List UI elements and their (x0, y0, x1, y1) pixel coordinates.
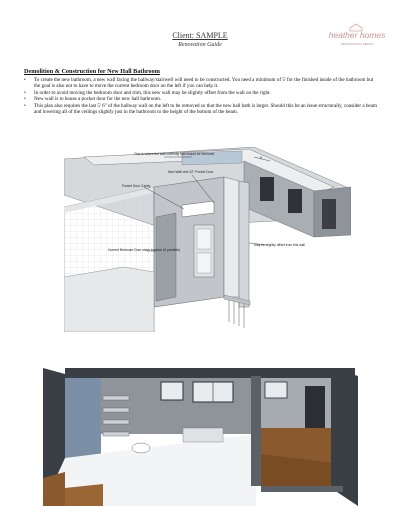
document-subtitle: Renovation Guide (178, 42, 222, 48)
list-item-text: New wall is to house a pocket door for the new hall bathroom. (34, 96, 162, 103)
interior-rendering (43, 368, 358, 506)
note-pocket-cavity: Pocket Door Cavity (122, 184, 151, 188)
note-offset-wall: May be slightly offset from this wall (254, 243, 305, 247)
logo-tagline: RENOVATIONS & DESIGN (341, 43, 373, 46)
list-item: • To create the new bathroom, a new wall facing the hallway/stairwell will need to be constructed. You need a minimum of 5' for the finished inside of the bathroom but the goal is also not to have to move the current bedroom door on the left if you can help it. (24, 77, 374, 90)
note-new-wall: New Wall with 32" Pocket Door (168, 170, 214, 174)
isometric-rendering (64, 147, 351, 332)
note-bedroom-door: Current Bedroom Door stays in place (if possible) (108, 248, 181, 252)
list-item: • This plan also requires the last 5' 6" of the hallway wall on the left to be removed so that the new hall bath is larger. Should this be an issue structurally, consider a beam and lowering all of the ceilings slightly just in the bathroom to the height of the bottom of the beam. (24, 102, 377, 116)
note-wall-removed: This is where the wall currently has should be removed. (134, 152, 216, 156)
list-item-text: To create the new bathroom, a new wall facing the hallway/stairwell will need to be constructed. You need a minimum of 5' for the finished inside of the bathroom but the goal is also not to have to move the current bedroom door on the left if you can help it. (34, 77, 374, 90)
company-logo (326, 22, 388, 48)
client-name: Client: SAMPLE (172, 31, 228, 40)
instruction-list (24, 77, 380, 115)
section-title: Demolition & Construction for New Hall Bathroom (24, 68, 160, 75)
list-item: • In order to avoid moving the bedroom door and trim, this new wall may be slightly offset from the wall on the right. (24, 89, 271, 96)
list-item: • New wall is to house a pocket door for the new hall bathroom. (24, 96, 162, 103)
logo-wordmark: heather homes (328, 30, 386, 40)
dimension-label: 5' (260, 156, 263, 160)
list-item-text: This plan also requires the last 5' 6" of the hallway wall on the left to be removed so that the new hall bath is larger. Should this be an issue structurally, consider a beam and lowering all of the ceilings slightly just in the bathroom to the height of the bottom of the beam. (34, 102, 377, 116)
list-item-text: In order to avoid moving the bedroom door and trim, this new wall may be slightly offset from the wall on the right. (34, 89, 271, 96)
